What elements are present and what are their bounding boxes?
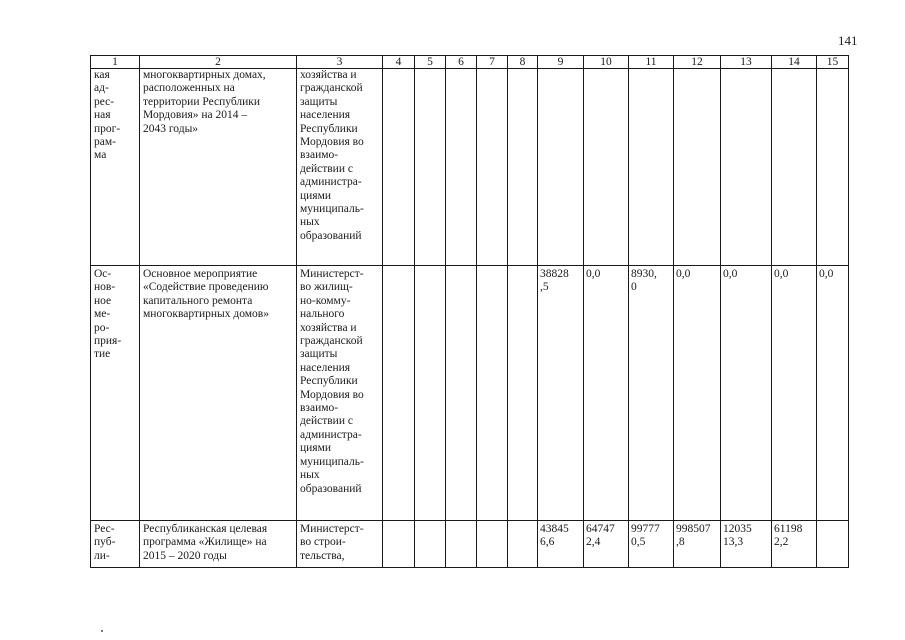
column-header: 10 — [584, 56, 629, 69]
value-cell — [415, 69, 446, 266]
scan-speck — [101, 630, 103, 632]
value-cell — [721, 69, 772, 266]
column-header: 5 — [415, 56, 446, 69]
value-cell — [508, 266, 538, 521]
value-cell: 61198 2,2 — [772, 521, 817, 568]
value-cell: 0,0 — [674, 266, 721, 521]
column-header: 9 — [538, 56, 584, 69]
value-cell — [383, 266, 415, 521]
value-cell — [629, 69, 674, 266]
value-cell: 38828 ,5 — [538, 266, 584, 521]
column-header: 13 — [721, 56, 772, 69]
table-row — [91, 69, 849, 266]
page-number: 141 — [838, 33, 858, 48]
value-cell: 0,0 — [721, 266, 772, 521]
value-cell: 43845 6,6 — [538, 521, 584, 568]
column-header: 4 — [383, 56, 415, 69]
row-type-cell: кая ад- рес- ная прог- рам- ма — [91, 69, 140, 266]
value-cell: 0,0 — [817, 266, 849, 521]
column-header: 1 — [91, 56, 140, 69]
value-cell — [817, 521, 849, 568]
column-header: 2 — [140, 56, 297, 69]
value-cell — [446, 266, 477, 521]
value-cell: 64747 2,4 — [584, 521, 629, 568]
table-row — [91, 521, 849, 568]
row-executor-cell: хозяйства и гражданской защиты населения Республики Мордовия во взаимо- действии с администра- циями муниципаль- ных образований — [297, 69, 383, 266]
value-cell — [508, 521, 538, 568]
value-cell — [508, 69, 538, 266]
value-cell — [415, 521, 446, 568]
column-header: 15 — [817, 56, 849, 69]
value-cell — [584, 69, 629, 266]
column-header: 7 — [477, 56, 508, 69]
budget-table — [90, 55, 849, 568]
value-cell: 8930, 0 — [629, 266, 674, 521]
column-header: 3 — [297, 56, 383, 69]
column-header: 8 — [508, 56, 538, 69]
row-type-cell: Рес- пуб- ли- — [91, 521, 140, 568]
value-cell — [477, 266, 508, 521]
value-cell: 12035 13,3 — [721, 521, 772, 568]
column-header: 11 — [629, 56, 674, 69]
value-cell — [477, 69, 508, 266]
header-row — [91, 56, 849, 69]
column-header: 14 — [772, 56, 817, 69]
value-cell — [446, 69, 477, 266]
table-row — [91, 266, 849, 521]
value-cell — [383, 521, 415, 568]
value-cell: 998507 ,8 — [674, 521, 721, 568]
row-title-cell: Республиканская целевая программа «Жилище» на 2015 – 2020 годы — [140, 521, 297, 568]
value-cell — [415, 266, 446, 521]
value-cell: 0,0 — [584, 266, 629, 521]
column-header: 12 — [674, 56, 721, 69]
value-cell: 0,0 — [772, 266, 817, 521]
value-cell — [674, 69, 721, 266]
row-title-cell: Основное мероприятие «Содействие проведению капитального ремонта многоквартирных домов» — [140, 266, 297, 521]
value-cell — [477, 521, 508, 568]
value-cell — [817, 69, 849, 266]
row-title-cell: многоквартирных домах, расположенных на территории Республики Мордовия» на 2014 – 2043 годы» — [140, 69, 297, 266]
column-header: 6 — [446, 56, 477, 69]
value-cell — [538, 69, 584, 266]
value-cell — [383, 69, 415, 266]
row-executor-cell: Министерст- во жилищ- но-комму- нального хозяйства и гражданской защиты населения Республики Мордовия во взаимо- действии с администра- циями муниципаль- ных образований — [297, 266, 383, 521]
value-cell — [772, 69, 817, 266]
row-executor-cell: Министерст- во строи- тельства, — [297, 521, 383, 568]
value-cell: 99777 0,5 — [629, 521, 674, 568]
row-type-cell: Ос- нов- ное ме- ро- прия- тие — [91, 266, 140, 521]
value-cell — [446, 521, 477, 568]
